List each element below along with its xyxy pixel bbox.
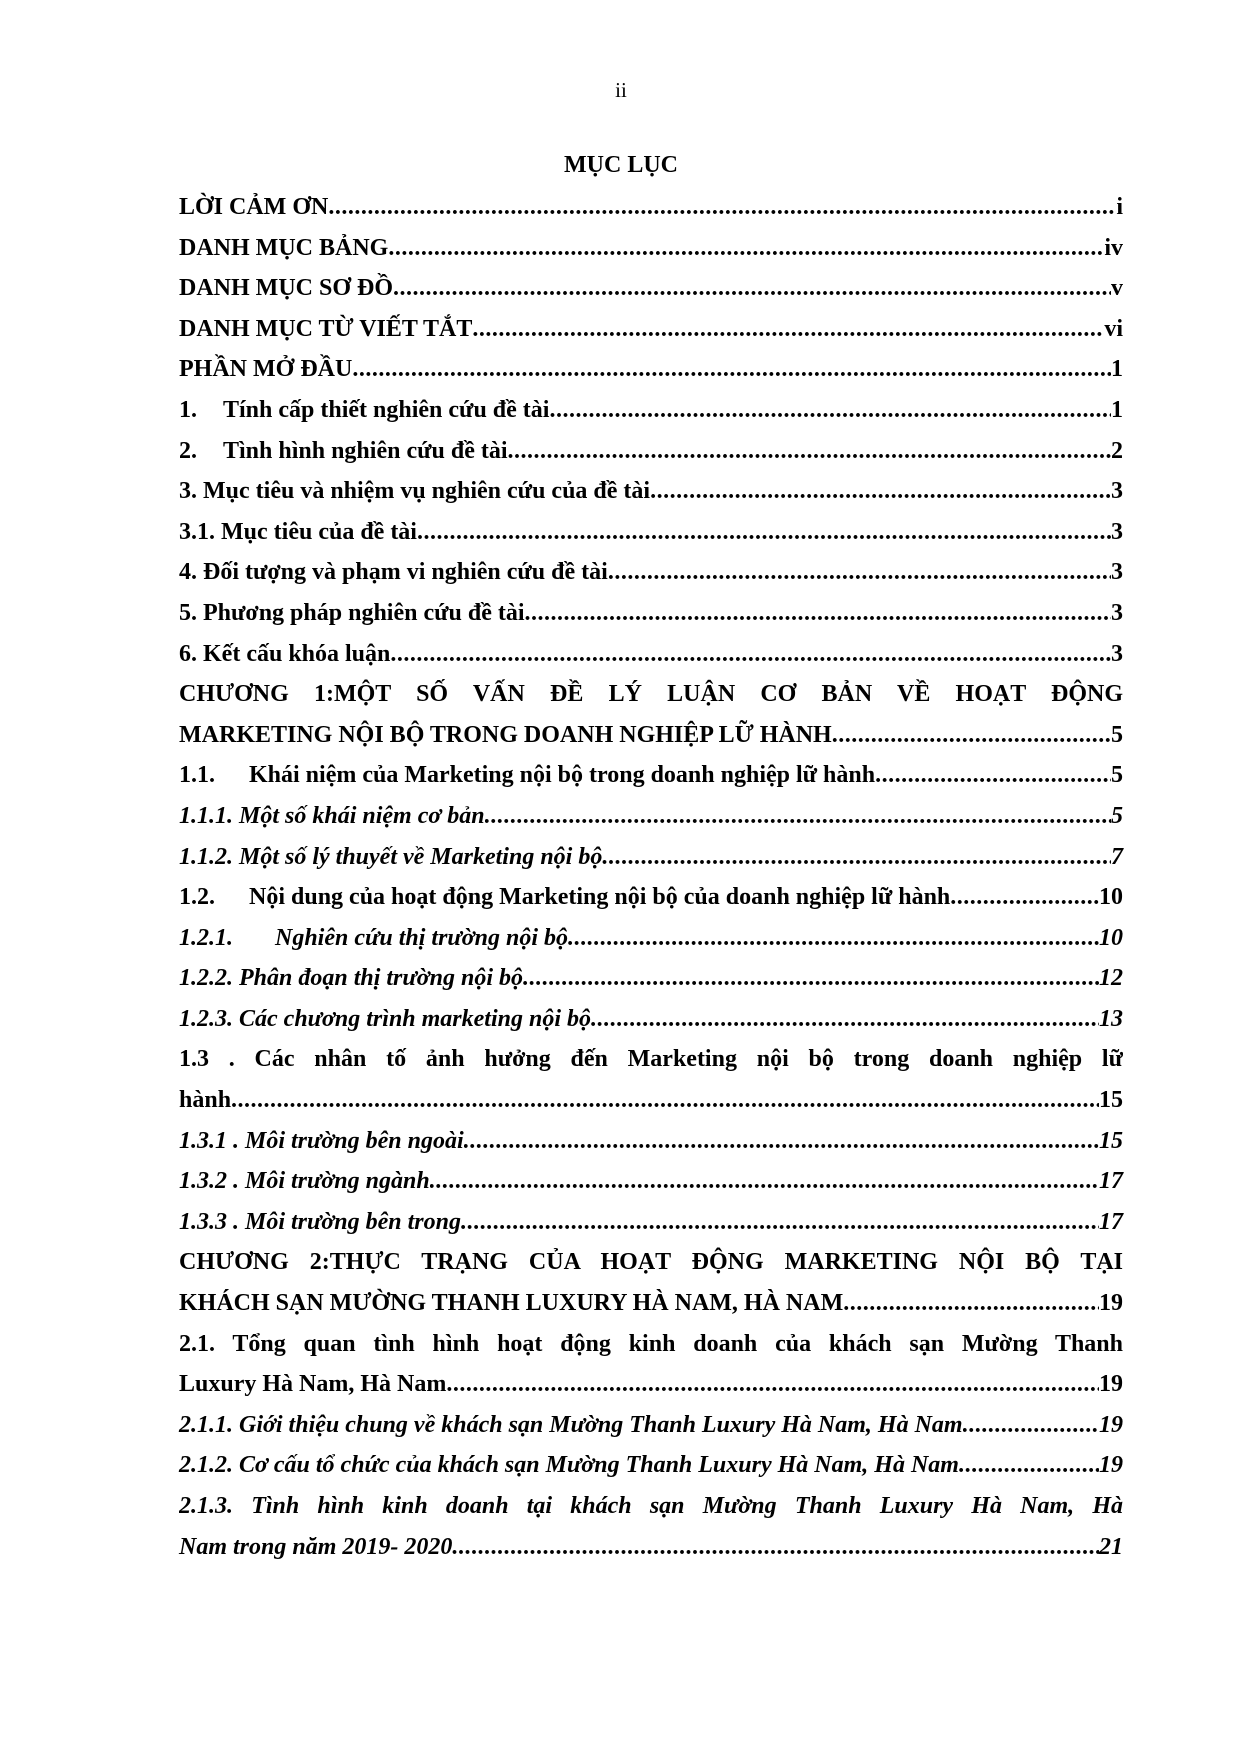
toc-entry-title: 6. Kết cấu khóa luận <box>179 640 391 667</box>
toc-entry-page: iv <box>1104 234 1123 261</box>
toc-entry[interactable] <box>179 1242 1123 1323</box>
toc-entry[interactable] <box>179 431 1123 472</box>
toc-entry-page: 17 <box>1099 1208 1123 1235</box>
dot-leader <box>549 390 1111 431</box>
dot-leader <box>568 918 1099 959</box>
toc-entry[interactable] <box>179 837 1123 878</box>
toc-entry-page: 3 <box>1111 559 1123 586</box>
toc-entry-number: 1.1. <box>179 762 215 789</box>
toc-entry[interactable] <box>179 1161 1123 1202</box>
toc-entry-title: Tình hình nghiên cứu đề tài <box>223 437 508 464</box>
toc-entry-title: 5. Phương pháp nghiên cứu đề tài <box>179 599 525 626</box>
dot-leader <box>430 1161 1099 1202</box>
toc-entry[interactable] <box>179 1486 1123 1567</box>
toc-entry[interactable] <box>179 1121 1123 1162</box>
toc-entry[interactable] <box>179 1324 1123 1405</box>
dot-leader <box>417 512 1111 553</box>
toc-entry-first-line: 2.1. Tổng quan tình hình hoạt động kinh doanh của khách sạn Mường Thanh <box>179 1330 1123 1357</box>
toc-entry-page: 3 <box>1111 640 1123 667</box>
toc-entry-first-line: CHƯƠNG 1:MỘT SỐ VẤN ĐỀ LÝ LUẬN CƠ BẢN VỀ HOẠT ĐỘNG <box>179 681 1123 708</box>
toc-entry-page: 10 <box>1099 884 1123 911</box>
toc-entry-title: 1.3.1 . Môi trường bên ngoài <box>179 1127 464 1154</box>
dot-leader <box>959 1445 1099 1486</box>
toc-entry-page: 19 <box>1099 1371 1123 1398</box>
dot-leader <box>602 837 1111 878</box>
toc-entry[interactable] <box>179 593 1123 634</box>
dot-leader <box>352 349 1111 390</box>
toc-entry-title: DANH MỤC SƠ ĐỒ <box>179 275 393 302</box>
toc-entry-page: i <box>1116 194 1123 220</box>
toc-entry[interactable] <box>179 187 1123 228</box>
toc-entry-title: Luxury Hà Nam, Hà Nam <box>179 1371 447 1398</box>
toc-entry[interactable] <box>179 958 1123 999</box>
toc-entry-page: 7 <box>1111 843 1123 870</box>
toc-entry-page: 5 <box>1111 802 1123 829</box>
toc-entry-number: 1.2. <box>179 884 215 911</box>
toc-entry[interactable] <box>179 552 1123 593</box>
toc-entry-page: 19 <box>1099 1290 1123 1317</box>
toc-entry[interactable] <box>179 674 1123 755</box>
toc-entry-title: LỜI CẢM ƠN <box>179 194 329 220</box>
toc-entry-page: 17 <box>1099 1168 1123 1195</box>
toc-entry[interactable] <box>179 228 1123 269</box>
toc-entry-title: 3. Mục tiêu và nhiệm vụ nghiên cứu của đề tài <box>179 478 651 505</box>
dot-leader <box>963 1405 1099 1446</box>
toc-entry[interactable] <box>179 268 1123 309</box>
dot-leader <box>525 593 1111 634</box>
toc-entry-page: 13 <box>1099 1005 1123 1032</box>
dot-leader <box>464 1121 1099 1162</box>
dot-leader <box>950 877 1099 918</box>
toc-entry-page: 15 <box>1099 1087 1123 1114</box>
toc-title: MỤC LỤC <box>564 152 678 178</box>
dot-leader <box>832 715 1111 756</box>
toc-entry-title: hành <box>179 1087 232 1114</box>
dot-leader <box>523 958 1099 999</box>
toc-entry-page: 21 <box>1099 1533 1123 1560</box>
toc-entry[interactable] <box>179 1202 1123 1243</box>
toc-entry-title: 3.1. Mục tiêu của đề tài <box>179 518 417 545</box>
toc-entry-page: vi <box>1104 315 1123 342</box>
dot-leader <box>608 552 1111 593</box>
toc-entry-first-line: 2.1.3. Tình hình kinh doanh tại khách sạn Mường Thanh Luxury Hà Nam, Hà <box>179 1493 1123 1519</box>
dot-leader <box>452 1527 1099 1568</box>
toc-entry-title: Nội dung của hoạt động Marketing nội bộ của doanh nghiệp lữ hành <box>249 884 951 911</box>
toc-entry-page: 19 <box>1099 1452 1123 1479</box>
dot-leader <box>393 268 1111 309</box>
dot-leader <box>461 1202 1099 1243</box>
dot-leader <box>508 431 1111 472</box>
toc-entry-page: 1 <box>1111 396 1123 423</box>
toc-entry-first-line: 1.3 . Các nhân tố ảnh hưởng đến Marketing nội bộ trong doanh nghiệp lữ <box>179 1046 1123 1073</box>
toc-entry-title: 2.1.2. Cơ cấu tổ chức của khách sạn Mường Thanh Luxury Hà Nam, Hà Nam <box>179 1452 959 1479</box>
toc-entry[interactable] <box>179 918 1123 959</box>
dot-leader <box>390 634 1111 675</box>
toc-entry-number: 2. <box>179 437 197 464</box>
toc-entry-number: 1.2.1. <box>179 924 233 951</box>
dot-leader <box>388 228 1104 269</box>
toc-entry-title: Nam trong năm 2019- 2020 <box>179 1533 453 1560</box>
dot-leader <box>485 796 1111 837</box>
toc-entry-title: Khái niệm của Marketing nội bộ trong doanh nghiệp lữ hành <box>249 762 876 789</box>
toc-entry[interactable] <box>179 349 1123 390</box>
toc-entry[interactable] <box>179 512 1123 553</box>
toc-entry-title: Tính cấp thiết nghiên cứu đề tài <box>223 396 550 423</box>
toc-entry-title: 2.1.1. Giới thiệu chung về khách sạn Mường Thanh Luxury Hà Nam, Hà Nam <box>179 1411 963 1438</box>
toc-entry-title: DANH MỤC BẢNG <box>179 234 389 261</box>
toc-entry-title: 1.3.2 . Môi trường ngành <box>179 1168 430 1195</box>
toc-entry[interactable] <box>179 471 1123 512</box>
table-of-contents <box>179 187 1123 1567</box>
toc-entry-title: PHẦN MỞ ĐẦU <box>179 356 353 383</box>
toc-entry-page: 2 <box>1111 437 1123 464</box>
toc-entry-title: 1.3.3 . Môi trường bên trong <box>179 1208 461 1235</box>
toc-entry-title: KHÁCH SẠN MƯỜNG THANH LUXURY HÀ NAM, HÀ NAM <box>179 1290 844 1317</box>
dot-leader <box>446 1364 1099 1405</box>
toc-entry[interactable] <box>179 634 1123 675</box>
toc-entry-title: 1.2.2. Phân đoạn thị trường nội bộ <box>179 965 524 992</box>
dot-leader <box>591 999 1099 1040</box>
dot-leader <box>843 1283 1099 1324</box>
dot-leader <box>650 471 1111 512</box>
toc-entry[interactable] <box>179 1039 1123 1120</box>
toc-entry-title: 1.1.2. Một số lý thuyết về Marketing nội bộ <box>179 843 603 870</box>
toc-entry-title: 4. Đối tượng và phạm vi nghiên cứu đề tài <box>179 559 608 586</box>
toc-entry-page: 19 <box>1099 1411 1123 1438</box>
toc-entry[interactable] <box>179 1405 1123 1446</box>
toc-entry-page: 10 <box>1099 924 1123 951</box>
toc-entry-page: 3 <box>1111 599 1123 626</box>
toc-entry-page: 12 <box>1099 965 1123 992</box>
dot-leader <box>328 187 1116 228</box>
toc-entry-number: 1. <box>179 396 197 423</box>
toc-entry-first-line: CHƯƠNG 2:THỰC TRẠNG CỦA HOẠT ĐỘNG MARKETING NỘI BỘ TẠI <box>179 1249 1123 1276</box>
toc-entry-page: 1 <box>1111 356 1123 383</box>
toc-entry[interactable] <box>179 877 1123 918</box>
dot-leader <box>231 1080 1099 1121</box>
toc-entry-title: 1.1.1. Một số khái niệm cơ bản <box>179 802 485 829</box>
toc-entry-title: Nghiên cứu thị trường nội bộ <box>275 924 569 951</box>
toc-entry-page: 5 <box>1111 721 1123 748</box>
toc-entry-page: v <box>1111 275 1123 302</box>
toc-entry-page: 3 <box>1111 518 1123 545</box>
toc-entry-title: MARKETING NỘI BỘ TRONG DOANH NGHIỆP LỮ HÀNH <box>179 721 832 748</box>
toc-entry[interactable] <box>179 309 1123 350</box>
toc-entry[interactable] <box>179 999 1123 1040</box>
toc-entry[interactable] <box>179 390 1123 431</box>
page-number: ii <box>615 78 627 102</box>
toc-entry[interactable] <box>179 1445 1123 1486</box>
toc-entry-page: 15 <box>1099 1127 1123 1154</box>
toc-entry[interactable] <box>179 755 1123 796</box>
toc-entry-title: DANH MỤC TỪ VIẾT TẮT <box>179 315 473 342</box>
dot-leader <box>875 755 1111 796</box>
toc-entry-page: 5 <box>1111 762 1123 789</box>
toc-entry-page: 3 <box>1111 478 1123 505</box>
toc-entry-title: 1.2.3. Các chương trình marketing nội bộ <box>179 1005 591 1032</box>
toc-entry[interactable] <box>179 796 1123 837</box>
dot-leader <box>472 309 1104 350</box>
